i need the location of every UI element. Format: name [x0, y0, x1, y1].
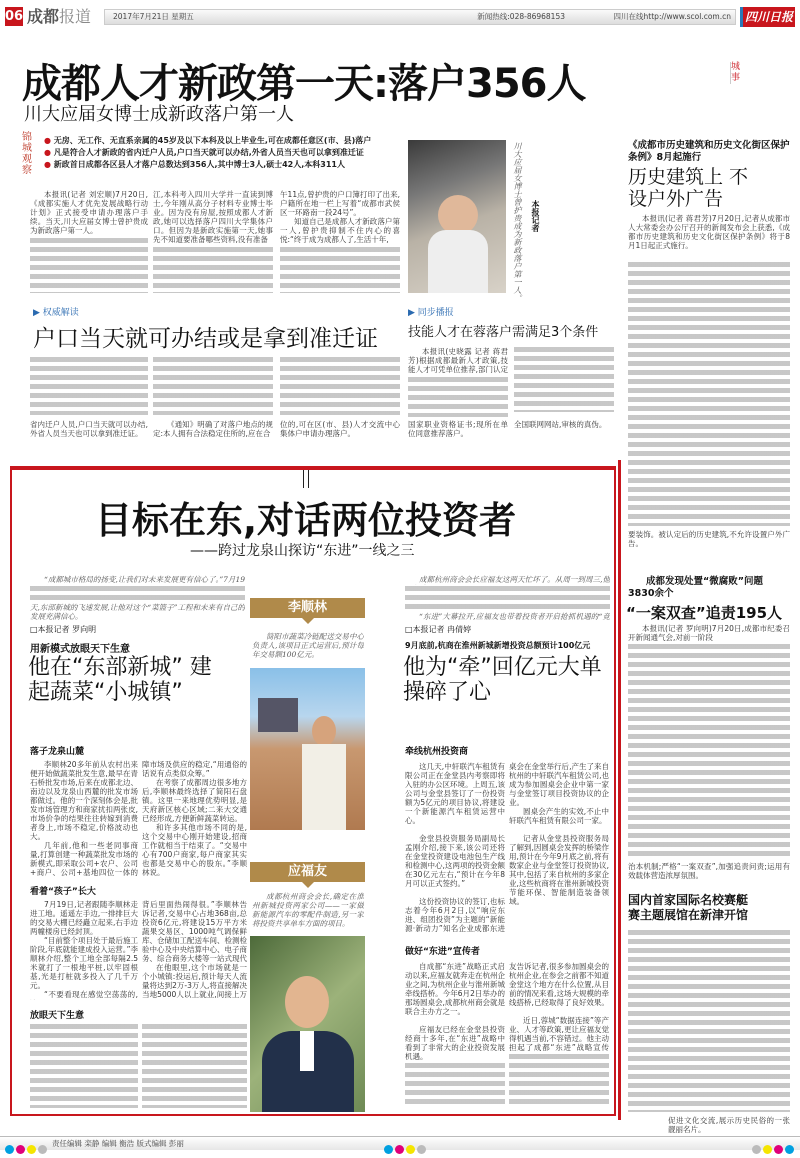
article-paragraph: 这份投资协议的签订,也标志着今年6月2日,以“响应东进、组团投资”为主题的“新能源·新动力”知名企业成都东进: [405, 897, 505, 933]
body-text-block: [628, 930, 790, 1112]
sync-paragraph: 国家职业资格证书;现所在单位同意推荐落户。: [408, 420, 508, 438]
section-head: 落子龙泉山麓: [30, 747, 85, 757]
auth-paragraph: 《通知》明确了对落户地点的规定:本人拥有合法稳定住所的,应在合: [153, 420, 273, 438]
body-text-block: [153, 357, 273, 415]
body-text-block: [408, 377, 508, 417]
section-head: 看着“孩子”长大: [30, 887, 96, 897]
editor-credits: 责任编辑 栾静 编辑 衡浩 版式编辑 彭丽: [52, 1139, 184, 1148]
article-paragraph: 7月19日,记者跟随李顺林走进工地。遥遥左手边,一排排巨大的交易大棚已经矗立起来,右手边两幢楼房已经封顶。: [30, 900, 138, 936]
intro-paragraph: 成都杭州商会会长应福友这两天忙坏了。从周一到周三,他: [419, 575, 610, 584]
article-paragraph: 这几天,中轩联汽车租赁有限公司正在金堂县内考察即将入驻的办公区环境。上周五,该公司与金堂县签订了一份投资额为5亿元的项目协议,将建设一个新能源汽车租赁运营中心。: [405, 762, 505, 825]
article-paragraph: 障市场及供应的稳定,“用通俗的话说有点类似众筹。”: [142, 760, 247, 778]
newspaper-logo: 四川日报: [740, 7, 795, 27]
body-text-block: [30, 357, 148, 415]
page-header: [0, 6, 800, 28]
section-head: 放眼天下生意: [30, 1011, 85, 1021]
print-color-marks: [5, 1139, 49, 1158]
lead-bullets: [44, 135, 399, 171]
section-name: 成都报道: [27, 7, 92, 26]
body-text-block: [514, 347, 614, 412]
print-color-marks: [384, 1139, 428, 1158]
lead-photo: [408, 140, 506, 293]
lead-paragraph: 江,本科考入四川大学并一直读到博士,今年刚从高分子材料专业博士毕业。因为没有房屋,按照成都人才新政,她可以选择落户四川大学集体户口。但因为是新政实施第一天,她事先不知道要准备哪些资料,没有准备: [153, 190, 273, 244]
section-tag: ▶ 同步播报: [408, 308, 454, 318]
person-name-tag: 李顺林: [250, 598, 365, 618]
article-paragraph: 背后里面热闹得很。”李顺林告诉记者,交易中心占地368亩,总投资6亿元,将建设15万平方米蔬果交易区、1000吨气调保鲜库、仓储加工配送车间、检测检验中心及中央结算中心、电子商务、综合商务大楼等一站式现代: [142, 900, 247, 963]
play-icon: ▶: [408, 308, 418, 318]
bullet-item: ● 新政首日成都各区县人才落户总数达到356人,其中博士3人,硕士42人,本科311人: [44, 160, 345, 169]
issue-date: 2017年7月21日 星期五: [113, 12, 194, 21]
article-paragraph: “不要看现在感觉空荡荡的,: [44, 990, 138, 999]
play-icon: ▶: [33, 308, 43, 318]
person-name-tag: 应福友: [250, 862, 365, 882]
article-paragraph: 和许多其他市场不同的是,这个交易中心刚开始建设,招商工作就相当于结束了。“交易中心有700户商家,每户商家其实也都是交易中心的股东。”李顺林说。: [142, 823, 247, 877]
heritage-paragraph: 要装饰。被认定后的历史建筑,不允许设置户外广告。: [628, 530, 790, 548]
bullet-item: ● 凡是符合人才新政的省内迁户人员,户口当天就可以办结,外省人员当天也可以拿到准迁证: [44, 148, 364, 157]
person-photo: [250, 668, 365, 830]
auth-headline: 户口当天就可办结或是拿到准迁证: [33, 326, 378, 352]
person-caption: 成都杭州商会会长,确定在淮州新城投资两家公司——一家做新能源汽车的零配件制造,另一家将投资共享单车方面的项目。: [252, 892, 364, 928]
lead-subtitle: 川大应届女博士成新政落户第一人: [24, 104, 294, 125]
intro-paragraph: “成都城市格局的扬变,让我们对未来发展更有信心了。”7月19: [44, 575, 245, 584]
body-text-block: [405, 1063, 505, 1108]
body-text-block: [280, 247, 400, 293]
date-bar: [104, 9, 736, 25]
photo-credit: 本报记者: [531, 200, 540, 232]
website-link[interactable]: 四川在线http://www.scol.com.cn: [613, 12, 731, 21]
lead-paragraph: 知道自己是成都人才新政落户第一人,曾护贵抑制不住内心的喜悦:“终于成为成都人了,生活十年,: [280, 217, 400, 244]
bullet-item: ● 无房、无工作、无直系亲属的45岁及以下本科及以上毕业生,可在成都任意区(市、县)落户: [44, 136, 372, 145]
article-paragraph: 应福友已经在金堂县投资经商十多年,在“东进”战略中看到了非常大的企业投资发展机遇。: [405, 1025, 505, 1061]
rowing-headline: 国内首家国际名校赛艇赛主题展馆在新津开馆: [628, 893, 749, 922]
corruption-kicker: 成都发现处置“微腐败”问题3830余个: [628, 576, 763, 599]
article-paragraph: 金堂县投资服务局副局长孟刚介绍,接下来,该公司还将在金堂投资建设电池包生产线和检测中心,这两项的投资金额在30亿元左右,“预计在今年8月可以正式签约。”: [405, 834, 505, 888]
rowing-paragraph: 促进文化交流,展示历史民俗的一张靓丽名片。: [668, 1116, 790, 1134]
article-headline: 他在“东部新城” 建起蔬菜“小城镇”: [28, 655, 212, 705]
body-text-block: [628, 644, 790, 858]
body-text-block: [509, 1054, 609, 1108]
section-head: 牵线杭州投资商: [405, 747, 469, 757]
heritage-headline: 历史建筑上 不设户外广告: [628, 166, 749, 210]
lead-paragraph: 午11点,曾护贵的户口簿打印了出来,户籍所在地一栏上写着“成都市武侯区一环路南一段24号”。: [280, 190, 400, 217]
heritage-paragraph: 本报讯(记者 蒋君芳)7月20日,记者从成都市人大常委会办公厅召开的新闻发布会上获悉,《成都市历史建筑和历史文化街区保护条例》将于8月1日起正式施行。: [628, 214, 790, 250]
article-paragraph: 几年前,他和一些老同事商量,打算创建一种蔬菜批发市场的新模式,即采取公司+农户、公司+商户、公司+基地四位一体的: [30, 841, 138, 877]
article-paragraph: 在考察了成都周边很多地方后,李顺林最终选择了简阳石盘镇。这里一来地理优势明显,是天府新区核心区域;二来大交通已经形成,方便新鲜蔬菜转运。: [142, 778, 247, 823]
body-text-block: [280, 357, 400, 415]
heritage-kicker: 《成都市历史建筑和历史文化街区保护条例》8月起施行: [628, 140, 790, 163]
auth-paragraph: 省内迁户人员,户口当天就可以办结,外省人员当天也可以拿到准迁证。: [30, 420, 148, 438]
article-paragraph: 桌会在金堂举行后,产生了来自杭州的中轩联汽车租赁公司,也成为参加圆桌会企业中第一家与金堂签订项目投资协议的企业。: [509, 762, 609, 807]
article-headline: 他为“牵”回亿元大单 操碎了心: [403, 655, 602, 705]
print-color-marks: [752, 1139, 796, 1158]
intro-paragraph: 天,东部新城的飞速发展,让他对这个“菜篮子”工程和未来有自己的发展充满信心。: [30, 603, 245, 621]
inset-label: 锦城观察: [22, 132, 32, 176]
byline: □本报记者 罗向明: [30, 625, 97, 634]
body-text-block: [142, 1024, 247, 1108]
corruption-paragraph: 治本机制;严格“一案双查”,加强追责问责;运用有效载体营造浓厚氛围。: [628, 862, 790, 880]
article-paragraph: 李顺林20多年前从农村出来便开始做蔬菜批发生意,最早在青石桥批发市场,后来在成都北边、南边以及龙泉山西麓的批发市场都做过。他的一个深刻体会是,批发市场管理方和商家扰扣两张皮,市场价争的结果往往转嫁到消费者身上,市场不稳定,价格波动也大。: [30, 760, 138, 841]
sync-paragraph: 全国联网网站,审核的真伪。: [514, 420, 607, 429]
person-photo: [250, 936, 365, 1112]
photo-caption: 川大应届女博士曾护贵成为新政落户第一人。: [513, 142, 522, 302]
article-paragraph: 友告诉记者,很多参加圆桌会的杭州企业,在参会之前都不知道金堂这个地方在什么位置,从目前的情况来看,这场大规模的牵线搭桥,已经取得了良好效果。: [509, 962, 609, 1007]
body-text-block: [628, 262, 790, 526]
body-text-block: [153, 247, 273, 293]
article-paragraph: “目前整个项目处于最后施工阶段,年底就能建成投入运营。”李顺林介绍,整个工地全部每隔2.5米就打了一根地平桩,以牢固根基,光是打桩就多投入了几千万元。: [30, 936, 138, 990]
page-number: 06: [5, 9, 24, 24]
body-text-block: [30, 238, 148, 293]
corruption-paragraph: 本报讯(记者 罗向明)7月20日,成都市纪委召开新闻通气会,对前一阶段: [628, 624, 790, 642]
article-kicker: 用新模式放眼天下生意: [30, 644, 130, 655]
page-footer: [0, 1136, 800, 1150]
lead-headline: 成都人才新政第一天:落户356人: [22, 61, 586, 107]
article-paragraph: 自成都“东进”战略正式启动以来,应福友就奔走在杭州企业之间,为杭州企业与淮州新城牵线搭桥。今年6月2日举办的那场圆桌会,成都杭州商会就是联合主办方之一。: [405, 962, 505, 1016]
body-text-block: [30, 586, 245, 602]
sync-headline: 技能人才在蓉落户需满足3个条件: [408, 325, 599, 340]
section-head: 做好“东进”宣传者: [405, 947, 480, 957]
hotline: 新闻热线:028-86968153: [477, 12, 565, 21]
article-kicker: 9月底前,杭商在淮州新城新增投资总额预计100亿元: [405, 641, 591, 650]
body-text-block: [30, 1024, 138, 1108]
article-paragraph: 在他眼里,这个市场就是一个小城镇:投运后,预计每天人流量将达到2万-3万人,将直接解决当地5000人以上就业,间接上万: [142, 963, 247, 999]
byline: □本报记者 冉倩婷: [405, 625, 472, 634]
article-paragraph: 近日,蓉城“数据连接”等产业、人才等政策,更让应福友觉得机遇当前,不容错过。他主动担起了成都“东进”战略宣传: [509, 1016, 609, 1052]
article-paragraph: 记者从金堂县投资服务局了解到,因圆桌会发挥的桥梁作用,预计在今年9月底之前,将有数家企业与金堂签订投资协议,其中,包括了来自杭州的多家企业,这些杭商将在淮州新城投资节能环保、智能制造装备领域。: [509, 834, 609, 906]
person-caption: 简阳市蔬菜冷链配送交易中心负责人,该项目正式运营后,预计每年交易额100亿元。: [252, 632, 364, 659]
body-text-block: [405, 586, 610, 610]
auth-paragraph: 位的,可在区(市、县)人才交流中心集体户申请办理落户。: [280, 420, 400, 438]
column-tag: 城事: [731, 62, 741, 83]
feature-subtitle: ——跨过龙泉山探访“东进”一线之三: [190, 543, 415, 559]
feature-headline: 目标在东,对话两位投资者: [95, 499, 517, 542]
sync-paragraph: 本报讯(史晓露 记者 蒋君芳)根据成都最新人才政策,技能人才可凭单位推荐,部门认定: [408, 347, 508, 374]
article-paragraph: 圆桌会产生的实效,不止中轩联汽车租赁有限公司一家。: [509, 807, 609, 825]
corruption-headline: “一案双查”追责195人: [626, 604, 783, 622]
section-tag: ▶ 权威解读: [33, 308, 79, 318]
intro-paragraph: “东进”大幕拉开,应福友也带着投资者开启抢抓机遇的“竞: [419, 612, 610, 621]
right-divider: [618, 460, 621, 1120]
lead-paragraph: 本报讯(记者 刘宏顺)7月20日,《成都实施人才优先发展战略行动计划》正式接受申请办理落户手续。当天,川大应届女博士曾护贵成为新政落户第一人。: [30, 190, 148, 235]
